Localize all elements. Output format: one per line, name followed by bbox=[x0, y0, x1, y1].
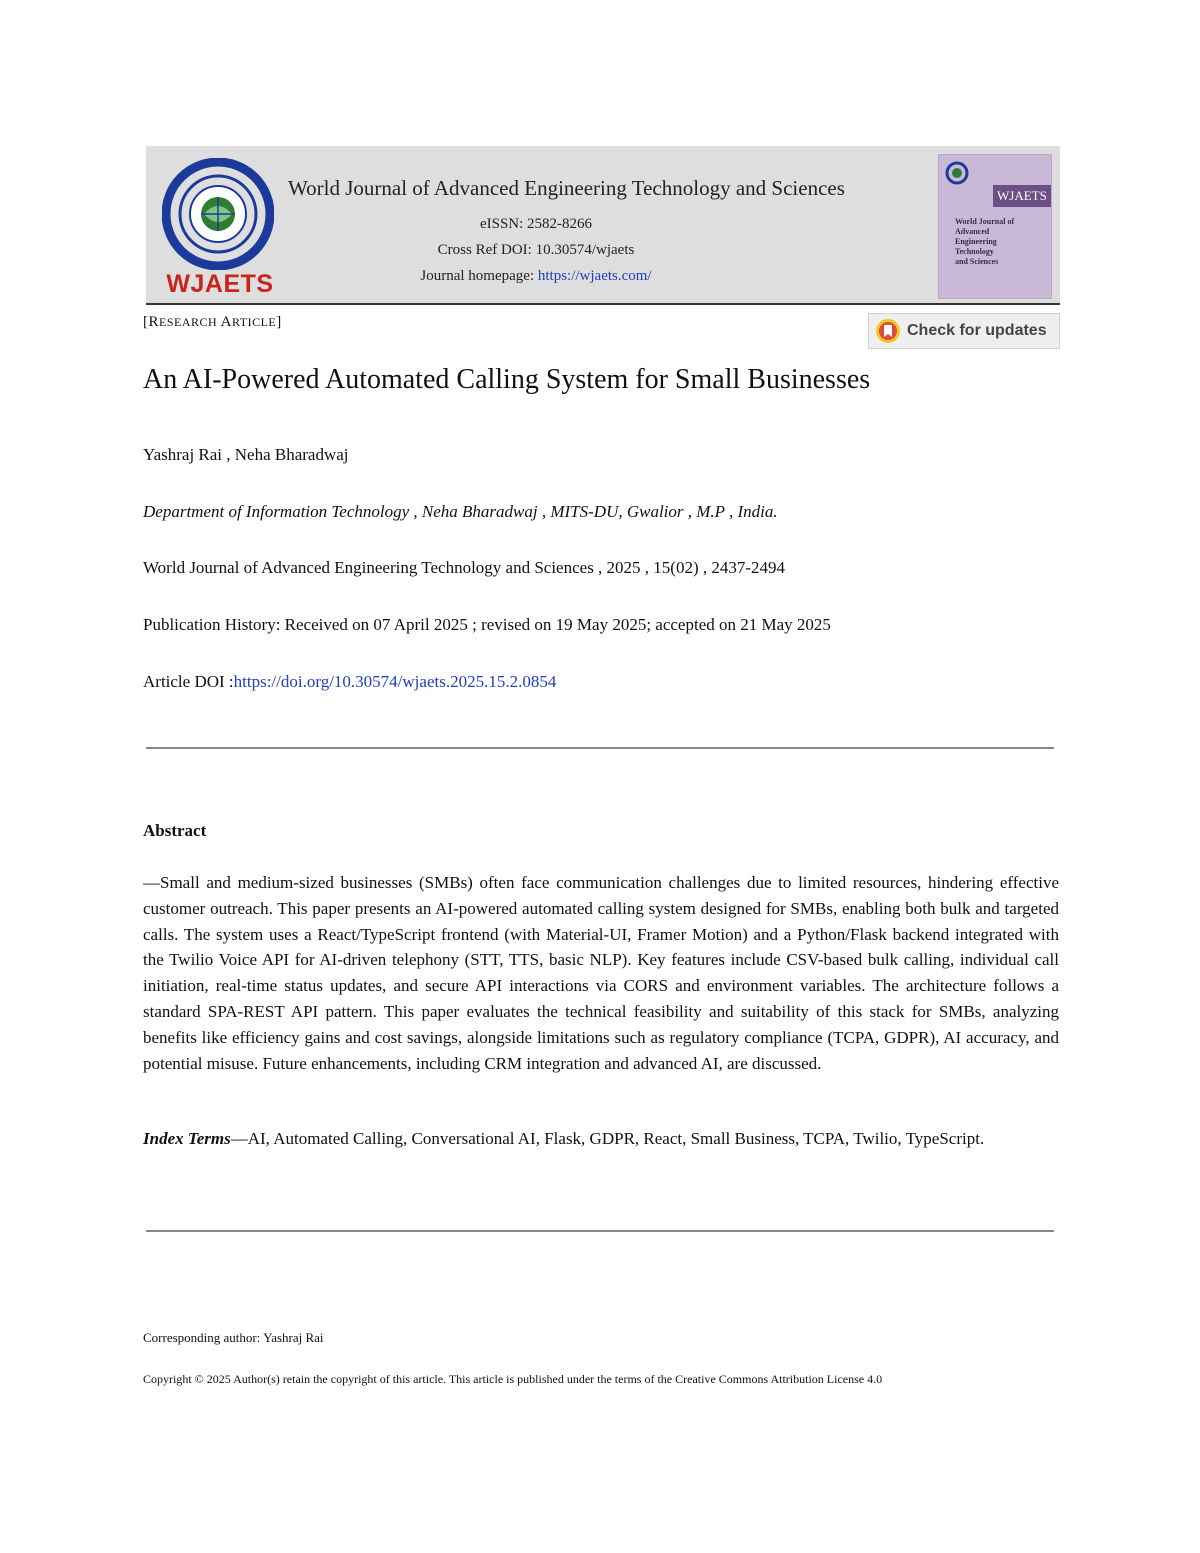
check-for-updates-button[interactable] bbox=[868, 313, 1060, 349]
cover-title bbox=[955, 217, 1014, 267]
crossref-doi: Cross Ref DOI: 10.30574/wjaets bbox=[437, 242, 635, 258]
article-doi bbox=[143, 672, 556, 692]
copyright-notice: Copyright © 2025 Author(s) retain the copyright of this article. This article is published under the terms of the Creative Commons Attribution License 4.0 bbox=[143, 1372, 883, 1386]
abstract-heading: Abstract bbox=[143, 821, 207, 840]
cover-title-line: World Journal of bbox=[955, 217, 1015, 226]
article-type-bracket: [ bbox=[143, 314, 149, 330]
journal-cover bbox=[938, 154, 1052, 299]
homepage-label: Journal homepage: bbox=[420, 268, 538, 284]
doi-label: Article DOI : bbox=[143, 672, 234, 691]
abstract-body: —Small and medium-sized businesses (SMBs) often face communication challenges due to limited resources, hindering effective customer outreach. This paper presents an AI-powered automated calling system designed for SMBs, enabling both bulk and targeted calls. The system uses a React/TypeScript frontend (with Material-UI, Framer Motion) and a Python/Flask backend integrated with the Twilio Voice API for AI-driven telephony (STT, TTS, basic NLP). Key features include CSV-based bulk calling, individual call initiation, real-time status updates, and secure API interactions via CORS and environment variables. The architecture follows a standard SPA-REST API pattern. This paper evaluates the technical feasibility and suitability of this stack for SMBs, analyzing benefits like efficiency gains and cost savings, alongside limitations such as regulatory compliance (TCPA, GDPR), AI accuracy, and potential misuse. Future enhancements, including CRM integration and advanced AI, are discussed. bbox=[143, 873, 1059, 1073]
publication-history: Publication History: Received on 07 April 2025 ; revised on 19 May 2025; accepted on 21 May 2025 bbox=[143, 615, 831, 634]
cover-title-line: Engineering bbox=[955, 237, 997, 246]
affiliation: Department of Information Technology , Neha Bharadwaj , MITS-DU, Gwalior , M.P , India. bbox=[143, 502, 778, 521]
index-terms-text: —AI, Automated Calling, Conversational AI, Flask, GDPR, React, Small Business, TCPA, Twilio, TypeScript. bbox=[230, 1129, 985, 1148]
article-type-smallcaps: RTICLE bbox=[231, 315, 277, 329]
citation: World Journal of Advanced Engineering Technology and Sciences , 2025 , 15(02) , 2437-2494 bbox=[143, 558, 786, 577]
journal-banner bbox=[146, 146, 1060, 305]
journal-homepage bbox=[276, 268, 796, 285]
article-type-cap: A bbox=[217, 314, 232, 330]
eissn: eISSN: 2582-8266 bbox=[479, 216, 593, 232]
divider-top bbox=[146, 747, 1054, 749]
index-terms-label: Index Terms bbox=[143, 1129, 231, 1148]
logo-wordmark: WJAETS bbox=[166, 270, 274, 298]
cover-title-line: Advanced bbox=[955, 227, 990, 236]
journal-logo-icon bbox=[162, 158, 274, 270]
index-terms bbox=[143, 1126, 1043, 1152]
corresponding-author: Corresponding author: Yashraj Rai bbox=[143, 1330, 324, 1345]
article-type-cap: R bbox=[148, 314, 160, 330]
authors: Yashraj Rai , Neha Bharadwaj bbox=[143, 445, 349, 464]
cover-brand: WJAETS bbox=[993, 185, 1051, 207]
journal-title: World Journal of Advanced Engineering Technology and Sciences bbox=[288, 176, 845, 200]
article-type-bracket: ] bbox=[276, 314, 282, 330]
doi-link[interactable]: https://doi.org/10.30574/wjaets.2025.15.2.0854 bbox=[233, 672, 557, 691]
cover-globe-icon bbox=[945, 161, 969, 185]
article-type-smallcaps: ESEARCH bbox=[159, 315, 218, 329]
cover-title-line: Technology bbox=[955, 247, 994, 256]
bookmark-badge-icon bbox=[875, 318, 901, 344]
paper-title: An AI-Powered Automated Calling System for Small Businesses bbox=[143, 364, 871, 395]
homepage-link[interactable]: https://wjaets.com/ bbox=[537, 268, 652, 284]
cover-title-line: and Sciences bbox=[955, 257, 999, 266]
divider-bottom bbox=[146, 1230, 1054, 1232]
article-type bbox=[143, 314, 282, 331]
check-for-updates-label: Check for updates bbox=[907, 322, 1047, 339]
